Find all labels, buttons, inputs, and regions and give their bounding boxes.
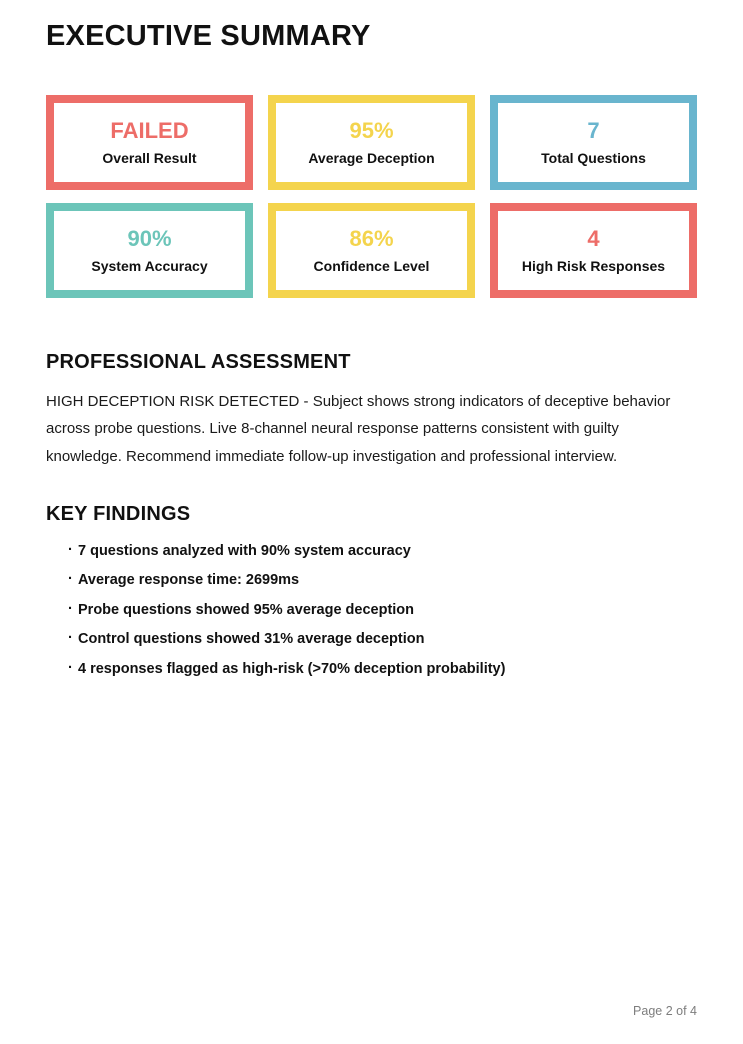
stat-value: FAILED — [110, 118, 189, 143]
stat-card-overall-result — [46, 95, 253, 190]
stat-label: High Risk Responses — [521, 258, 666, 274]
stat-card-high-risk-responses — [490, 203, 697, 298]
professional-assessment-heading: PROFESSIONAL ASSESSMENT — [46, 351, 351, 373]
stat-value: 95% — [349, 118, 394, 143]
stat-card-total-questions — [490, 95, 697, 190]
finding-item: · 4 responses flagged as high-risk (>70% deception probability) — [68, 662, 697, 677]
stat-label: Average Deception — [308, 150, 435, 166]
stat-label: System Accuracy — [91, 258, 208, 274]
finding-item: · Control questions showed 31% average deception — [68, 632, 697, 647]
stat-card-average-deception — [268, 95, 475, 190]
stat-card-system-accuracy — [46, 203, 253, 298]
stat-label: Total Questions — [541, 150, 646, 166]
key-findings-heading: KEY FINDINGS — [46, 502, 191, 525]
key-findings-list — [46, 544, 697, 677]
key-findings-section — [46, 503, 697, 677]
professional-assessment-body: HIGH DECEPTION RISK DETECTED - Subject shows strong indicators of deceptive behavior across probe questions. Live 8-channel neural response patterns consistent with guilty knowledge. Recommend immediate follow-up investigation and professional interview. — [46, 393, 671, 465]
page-number: Page 2 of 4 — [633, 1004, 697, 1018]
professional-assessment-section — [46, 351, 697, 470]
finding-item: · 7 questions analyzed with 90% system accuracy — [68, 544, 697, 559]
stat-label: Overall Result — [102, 150, 197, 166]
stat-label: Confidence Level — [313, 258, 430, 274]
stat-value: 7 — [587, 118, 600, 143]
finding-item: · Average response time: 2699ms — [68, 573, 697, 588]
stat-value: 86% — [349, 226, 394, 251]
stat-card-confidence-level — [268, 203, 475, 298]
stat-value: 90% — [127, 226, 172, 251]
finding-item: · Probe questions showed 95% average deception — [68, 603, 697, 618]
page-title: EXECUTIVE SUMMARY — [46, 20, 371, 52]
stats-grid — [46, 95, 697, 298]
stat-value: 4 — [587, 226, 600, 251]
